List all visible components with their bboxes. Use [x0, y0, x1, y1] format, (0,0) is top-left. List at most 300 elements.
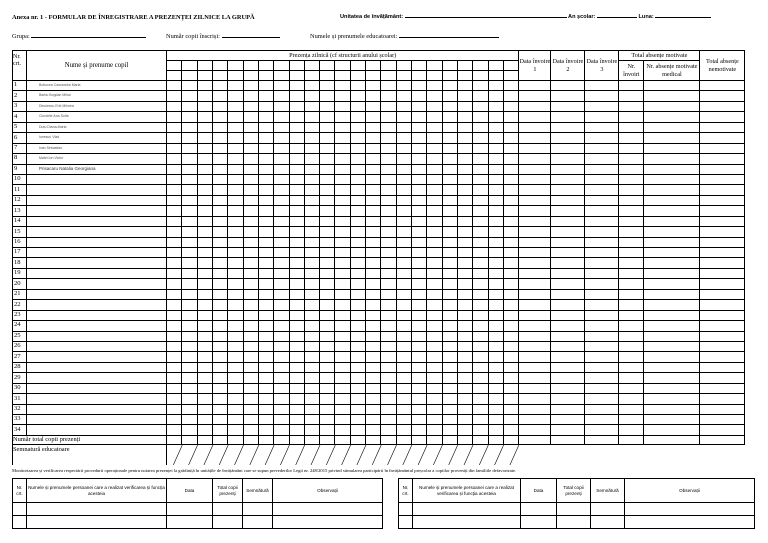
presence-cell[interactable] — [412, 143, 427, 153]
presence-cell[interactable] — [457, 227, 472, 237]
presence-cell[interactable] — [197, 279, 212, 289]
presence-cell[interactable] — [274, 195, 289, 205]
summary-cell[interactable] — [700, 122, 745, 132]
summary-cell[interactable] — [644, 258, 700, 268]
summary-cell[interactable] — [644, 362, 700, 372]
presence-cell[interactable] — [289, 248, 304, 258]
presence-cell[interactable] — [258, 122, 273, 132]
presence-cell[interactable] — [396, 300, 411, 310]
total-present-cell[interactable] — [182, 435, 197, 444]
presence-cell[interactable] — [488, 341, 503, 351]
presence-cell[interactable] — [258, 300, 273, 310]
presence-cell[interactable] — [182, 101, 197, 111]
presence-cell[interactable] — [396, 91, 411, 101]
presence-cell[interactable] — [258, 310, 273, 320]
presence-cell[interactable] — [320, 133, 335, 143]
summary-cell[interactable] — [519, 237, 551, 247]
child-name[interactable] — [27, 289, 167, 299]
presence-cell[interactable] — [335, 122, 350, 132]
presence-cell[interactable] — [350, 331, 365, 341]
presence-cell[interactable] — [258, 404, 273, 414]
summary-cell[interactable] — [585, 237, 619, 247]
presence-cell[interactable] — [197, 154, 212, 164]
presence-cell[interactable] — [427, 237, 442, 247]
presence-cell[interactable] — [243, 258, 258, 268]
unit-input-line[interactable] — [405, 17, 567, 18]
presence-cell[interactable] — [366, 133, 381, 143]
presence-cell[interactable] — [396, 383, 411, 393]
presence-cell[interactable] — [412, 164, 427, 174]
child-name[interactable]: Prisacaru Natalia Georgiana — [27, 164, 167, 174]
presence-cell[interactable] — [182, 373, 197, 383]
presence-cell[interactable] — [228, 195, 243, 205]
presence-cell[interactable] — [473, 122, 488, 132]
presence-cell[interactable] — [320, 362, 335, 372]
presence-cell[interactable] — [167, 185, 182, 195]
presence-cell[interactable] — [212, 185, 227, 195]
presence-cell[interactable] — [412, 289, 427, 299]
presence-cell[interactable] — [335, 143, 350, 153]
presence-cell[interactable] — [289, 237, 304, 247]
month-input-line[interactable] — [655, 17, 711, 18]
presence-cell[interactable] — [396, 185, 411, 195]
presence-cell[interactable] — [197, 321, 212, 331]
presence-cell[interactable] — [167, 279, 182, 289]
presence-cell[interactable] — [457, 174, 472, 184]
summary-cell[interactable] — [551, 383, 585, 393]
presence-cell[interactable] — [488, 216, 503, 226]
presence-cell[interactable] — [427, 122, 442, 132]
presence-cell[interactable] — [412, 310, 427, 320]
child-name[interactable]: Ciocârlie Ana Sofia — [27, 112, 167, 122]
summary-cell[interactable] — [644, 352, 700, 362]
presence-cell[interactable] — [457, 248, 472, 258]
presence-cell[interactable] — [473, 279, 488, 289]
summary-cell[interactable] — [644, 227, 700, 237]
presence-cell[interactable] — [304, 310, 319, 320]
presence-cell[interactable] — [182, 258, 197, 268]
presence-cell[interactable] — [335, 341, 350, 351]
presence-cell[interactable] — [243, 248, 258, 258]
presence-cell[interactable] — [304, 112, 319, 122]
presence-cell[interactable] — [412, 300, 427, 310]
presence-cell[interactable] — [335, 195, 350, 205]
presence-cell[interactable] — [381, 425, 396, 435]
presence-cell[interactable] — [503, 133, 519, 143]
summary-cell[interactable] — [551, 237, 585, 247]
presence-cell[interactable] — [167, 383, 182, 393]
summary-cell[interactable] — [619, 81, 644, 91]
presence-cell[interactable] — [396, 425, 411, 435]
presence-cell[interactable] — [473, 415, 488, 425]
presence-cell[interactable] — [503, 373, 519, 383]
presence-cell[interactable] — [304, 154, 319, 164]
presence-cell[interactable] — [442, 206, 457, 216]
presence-cell[interactable] — [381, 279, 396, 289]
summary-cell[interactable] — [519, 227, 551, 237]
presence-cell[interactable] — [243, 279, 258, 289]
presence-cell[interactable] — [381, 373, 396, 383]
presence-cell[interactable] — [335, 352, 350, 362]
presence-cell[interactable] — [258, 321, 273, 331]
presence-cell[interactable] — [457, 341, 472, 351]
presence-cell[interactable] — [366, 185, 381, 195]
summary-cell[interactable] — [519, 112, 551, 122]
presence-cell[interactable] — [304, 279, 319, 289]
presence-cell[interactable] — [228, 341, 243, 351]
summary-cell[interactable] — [551, 268, 585, 278]
presence-cell[interactable] — [503, 216, 519, 226]
presence-cell[interactable] — [320, 174, 335, 184]
presence-cell[interactable] — [381, 122, 396, 132]
presence-cell[interactable] — [335, 174, 350, 184]
presence-cell[interactable] — [320, 331, 335, 341]
presence-cell[interactable] — [289, 289, 304, 299]
presence-cell[interactable] — [212, 227, 227, 237]
presence-cell[interactable] — [366, 352, 381, 362]
presence-cell[interactable] — [243, 91, 258, 101]
summary-cell[interactable] — [585, 101, 619, 111]
summary-cell[interactable] — [644, 185, 700, 195]
presence-cell[interactable] — [442, 425, 457, 435]
presence-cell[interactable] — [381, 321, 396, 331]
summary-cell[interactable] — [551, 133, 585, 143]
presence-cell[interactable] — [212, 101, 227, 111]
summary-cell[interactable] — [700, 341, 745, 351]
presence-cell[interactable] — [335, 383, 350, 393]
presence-cell[interactable] — [182, 268, 197, 278]
presence-cell[interactable] — [442, 248, 457, 258]
summary-cell[interactable] — [519, 258, 551, 268]
total-present-cell[interactable] — [412, 435, 427, 444]
presence-cell[interactable] — [396, 341, 411, 351]
presence-cell[interactable] — [457, 122, 472, 132]
presence-cell[interactable] — [274, 216, 289, 226]
presence-cell[interactable] — [503, 341, 519, 351]
presence-cell[interactable] — [228, 300, 243, 310]
presence-cell[interactable] — [197, 352, 212, 362]
summary-cell[interactable] — [585, 154, 619, 164]
summary-cell[interactable] — [551, 331, 585, 341]
presence-cell[interactable] — [167, 331, 182, 341]
presence-cell[interactable] — [412, 394, 427, 404]
presence-cell[interactable] — [243, 174, 258, 184]
presence-cell[interactable] — [488, 133, 503, 143]
presence-cell[interactable] — [473, 341, 488, 351]
presence-cell[interactable] — [396, 216, 411, 226]
presence-cell[interactable] — [381, 112, 396, 122]
presence-cell[interactable] — [457, 112, 472, 122]
presence-cell[interactable] — [197, 268, 212, 278]
presence-cell[interactable] — [366, 112, 381, 122]
summary-cell[interactable] — [585, 227, 619, 237]
presence-cell[interactable] — [427, 331, 442, 341]
presence-cell[interactable] — [182, 81, 197, 91]
presence-cell[interactable] — [320, 248, 335, 258]
presence-cell[interactable] — [442, 101, 457, 111]
presence-cell[interactable] — [381, 195, 396, 205]
presence-cell[interactable] — [243, 300, 258, 310]
presence-cell[interactable] — [167, 237, 182, 247]
presence-cell[interactable] — [350, 279, 365, 289]
presence-cell[interactable] — [396, 310, 411, 320]
presence-cell[interactable] — [167, 206, 182, 216]
presence-cell[interactable] — [167, 415, 182, 425]
child-name[interactable] — [27, 195, 167, 205]
summary-cell[interactable] — [644, 133, 700, 143]
presence-cell[interactable] — [473, 289, 488, 299]
presence-cell[interactable] — [212, 310, 227, 320]
presence-cell[interactable] — [167, 101, 182, 111]
summary-cell[interactable] — [585, 352, 619, 362]
total-present-cell[interactable] — [289, 435, 304, 444]
presence-cell[interactable] — [289, 373, 304, 383]
presence-cell[interactable] — [243, 352, 258, 362]
presence-cell[interactable] — [442, 195, 457, 205]
presence-cell[interactable] — [427, 321, 442, 331]
total-present-cell[interactable] — [442, 435, 457, 444]
presence-cell[interactable] — [304, 122, 319, 132]
presence-cell[interactable] — [442, 289, 457, 299]
presence-cell[interactable] — [274, 174, 289, 184]
presence-cell[interactable] — [258, 81, 273, 91]
presence-cell[interactable] — [366, 195, 381, 205]
summary-cell[interactable] — [585, 362, 619, 372]
presence-cell[interactable] — [197, 81, 212, 91]
presence-cell[interactable] — [304, 91, 319, 101]
summary-cell[interactable] — [619, 112, 644, 122]
presence-cell[interactable] — [304, 321, 319, 331]
presence-cell[interactable] — [412, 404, 427, 414]
presence-cell[interactable] — [243, 362, 258, 372]
presence-cell[interactable] — [488, 112, 503, 122]
child-name[interactable] — [27, 206, 167, 216]
presence-cell[interactable] — [274, 258, 289, 268]
presence-cell[interactable] — [289, 81, 304, 91]
presence-cell[interactable] — [274, 310, 289, 320]
presence-cell[interactable] — [381, 331, 396, 341]
summary-cell[interactable] — [551, 279, 585, 289]
presence-cell[interactable] — [228, 352, 243, 362]
summary-cell[interactable] — [619, 425, 644, 435]
presence-cell[interactable] — [503, 258, 519, 268]
summary-cell[interactable] — [644, 383, 700, 393]
presence-cell[interactable] — [442, 258, 457, 268]
presence-cell[interactable] — [304, 227, 319, 237]
summary-cell[interactable] — [619, 185, 644, 195]
presence-cell[interactable] — [289, 321, 304, 331]
summary-cell[interactable] — [585, 112, 619, 122]
presence-cell[interactable] — [427, 112, 442, 122]
presence-cell[interactable] — [350, 195, 365, 205]
summary-cell[interactable] — [700, 185, 745, 195]
presence-cell[interactable] — [335, 91, 350, 101]
presence-cell[interactable] — [197, 237, 212, 247]
presence-cell[interactable] — [289, 122, 304, 132]
presence-cell[interactable] — [167, 362, 182, 372]
summary-cell[interactable] — [551, 404, 585, 414]
presence-cell[interactable] — [274, 394, 289, 404]
presence-cell[interactable] — [304, 185, 319, 195]
presence-cell[interactable] — [212, 237, 227, 247]
presence-cell[interactable] — [442, 415, 457, 425]
summary-cell[interactable] — [644, 206, 700, 216]
presence-cell[interactable] — [182, 383, 197, 393]
presence-cell[interactable] — [457, 268, 472, 278]
summary-cell[interactable] — [619, 352, 644, 362]
presence-cell[interactable] — [488, 321, 503, 331]
presence-cell[interactable] — [488, 81, 503, 91]
presence-cell[interactable] — [381, 164, 396, 174]
presence-cell[interactable] — [258, 227, 273, 237]
presence-cell[interactable] — [381, 415, 396, 425]
summary-cell[interactable] — [551, 425, 585, 435]
presence-cell[interactable] — [381, 185, 396, 195]
presence-cell[interactable] — [488, 394, 503, 404]
presence-cell[interactable] — [350, 164, 365, 174]
summary-cell[interactable] — [519, 101, 551, 111]
presence-cell[interactable] — [503, 404, 519, 414]
presence-cell[interactable] — [212, 112, 227, 122]
presence-cell[interactable] — [197, 174, 212, 184]
child-name[interactable] — [27, 174, 167, 184]
presence-cell[interactable] — [258, 383, 273, 393]
presence-cell[interactable] — [243, 154, 258, 164]
total-present-cell[interactable] — [274, 435, 289, 444]
presence-cell[interactable] — [442, 383, 457, 393]
summary-cell[interactable] — [551, 258, 585, 268]
summary-cell[interactable] — [585, 341, 619, 351]
presence-cell[interactable] — [457, 216, 472, 226]
presence-cell[interactable] — [335, 279, 350, 289]
summary-cell[interactable] — [519, 195, 551, 205]
presence-cell[interactable] — [473, 91, 488, 101]
summary-cell[interactable] — [551, 164, 585, 174]
summary-cell[interactable] — [585, 415, 619, 425]
child-name[interactable] — [27, 237, 167, 247]
presence-cell[interactable] — [258, 143, 273, 153]
child-name[interactable] — [27, 394, 167, 404]
presence-cell[interactable] — [182, 206, 197, 216]
presence-cell[interactable] — [412, 101, 427, 111]
presence-cell[interactable] — [488, 258, 503, 268]
presence-cell[interactable] — [197, 300, 212, 310]
presence-cell[interactable] — [304, 394, 319, 404]
presence-cell[interactable] — [243, 289, 258, 299]
presence-cell[interactable] — [258, 174, 273, 184]
presence-cell[interactable] — [289, 394, 304, 404]
summary-cell[interactable] — [585, 164, 619, 174]
presence-cell[interactable] — [167, 81, 182, 91]
child-name[interactable] — [27, 258, 167, 268]
presence-cell[interactable] — [366, 237, 381, 247]
presence-cell[interactable] — [473, 310, 488, 320]
presence-cell[interactable] — [427, 415, 442, 425]
presence-cell[interactable] — [366, 321, 381, 331]
presence-cell[interactable] — [335, 164, 350, 174]
presence-cell[interactable] — [167, 258, 182, 268]
presence-cell[interactable] — [289, 133, 304, 143]
summary-cell[interactable] — [519, 216, 551, 226]
presence-cell[interactable] — [366, 394, 381, 404]
presence-cell[interactable] — [258, 164, 273, 174]
presence-cell[interactable] — [243, 227, 258, 237]
presence-cell[interactable] — [335, 425, 350, 435]
summary-cell[interactable] — [619, 341, 644, 351]
presence-cell[interactable] — [457, 415, 472, 425]
presence-cell[interactable] — [366, 425, 381, 435]
presence-cell[interactable] — [473, 362, 488, 372]
presence-cell[interactable] — [366, 216, 381, 226]
presence-cell[interactable] — [427, 373, 442, 383]
presence-cell[interactable] — [243, 81, 258, 91]
summary-cell[interactable] — [619, 383, 644, 393]
presence-cell[interactable] — [243, 321, 258, 331]
presence-cell[interactable] — [457, 185, 472, 195]
presence-cell[interactable] — [503, 195, 519, 205]
presence-cell[interactable] — [473, 133, 488, 143]
presence-cell[interactable] — [258, 352, 273, 362]
summary-cell[interactable] — [551, 174, 585, 184]
presence-cell[interactable] — [427, 143, 442, 153]
presence-cell[interactable] — [488, 91, 503, 101]
presence-cell[interactable] — [381, 258, 396, 268]
presence-cell[interactable] — [304, 258, 319, 268]
presence-cell[interactable] — [457, 394, 472, 404]
presence-cell[interactable] — [396, 404, 411, 414]
presence-cell[interactable] — [503, 394, 519, 404]
child-name[interactable] — [27, 415, 167, 425]
presence-cell[interactable] — [473, 331, 488, 341]
presence-cell[interactable] — [412, 321, 427, 331]
presence-cell[interactable] — [304, 415, 319, 425]
summary-cell[interactable] — [585, 143, 619, 153]
presence-cell[interactable] — [335, 404, 350, 414]
presence-cell[interactable] — [412, 352, 427, 362]
presence-cell[interactable] — [167, 394, 182, 404]
presence-cell[interactable] — [304, 373, 319, 383]
presence-cell[interactable] — [427, 216, 442, 226]
presence-cell[interactable] — [304, 289, 319, 299]
presence-cell[interactable] — [212, 154, 227, 164]
presence-cell[interactable] — [274, 404, 289, 414]
presence-cell[interactable] — [228, 237, 243, 247]
presence-cell[interactable] — [396, 268, 411, 278]
presence-cell[interactable] — [212, 81, 227, 91]
presence-cell[interactable] — [350, 289, 365, 299]
presence-cell[interactable] — [366, 143, 381, 153]
summary-cell[interactable] — [700, 310, 745, 320]
summary-cell[interactable] — [585, 289, 619, 299]
presence-cell[interactable] — [488, 352, 503, 362]
presence-cell[interactable] — [488, 227, 503, 237]
presence-cell[interactable] — [167, 425, 182, 435]
summary-cell[interactable] — [619, 310, 644, 320]
presence-cell[interactable] — [442, 300, 457, 310]
enrolled-input-line[interactable] — [222, 37, 280, 38]
year-input-line[interactable] — [597, 17, 637, 18]
presence-cell[interactable] — [427, 362, 442, 372]
presence-cell[interactable] — [182, 133, 197, 143]
presence-cell[interactable] — [473, 300, 488, 310]
presence-cell[interactable] — [396, 227, 411, 237]
presence-cell[interactable] — [350, 227, 365, 237]
presence-cell[interactable] — [228, 310, 243, 320]
presence-cell[interactable] — [350, 362, 365, 372]
presence-cell[interactable] — [289, 404, 304, 414]
summary-cell[interactable] — [551, 289, 585, 299]
summary-cell[interactable] — [519, 404, 551, 414]
